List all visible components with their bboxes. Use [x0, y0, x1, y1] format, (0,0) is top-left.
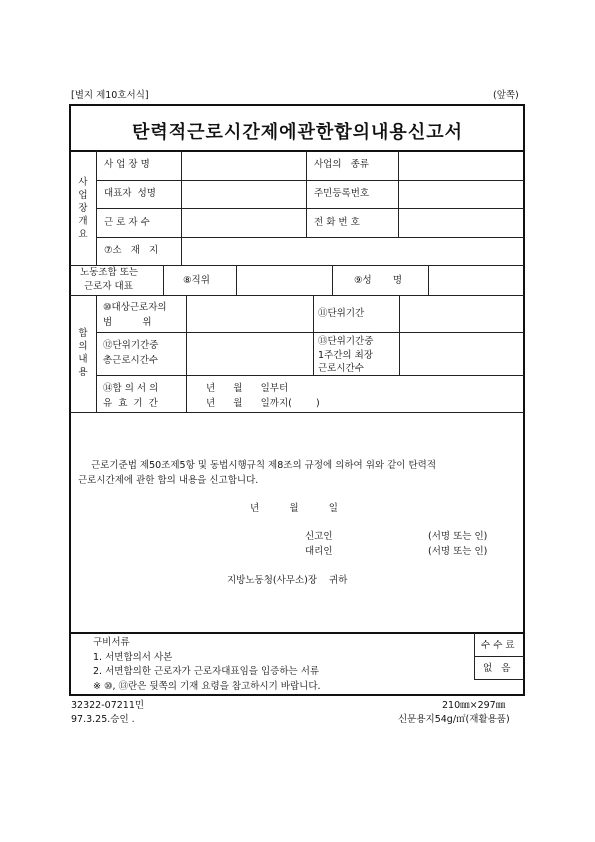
column-divider [181, 151, 182, 265]
row-divider [70, 295, 524, 296]
max-weekly-hours-label-line2: 1주간의 최장 [318, 350, 373, 361]
declaration-line2: 근로시간제에 관한 합의 내용을 신고합니다. [78, 475, 259, 486]
form-number: [별지 제10호서식] [71, 90, 149, 101]
row-divider [96, 332, 524, 333]
max-weekly-hours-label-line3: 근로시간수 [318, 363, 364, 374]
page-side-label: (앞쪽) [493, 90, 519, 101]
reporter-label: 신고인 [305, 531, 333, 542]
document-item-1: 1. 서면합의서 사본 [93, 652, 173, 663]
row-divider [96, 208, 524, 209]
unit-period-label: ⑪단위기간 [318, 308, 365, 319]
validity-from: 년 월 일부터 [206, 383, 289, 394]
row-divider [96, 237, 524, 238]
paper-type: 신문용지54g/㎡(재활용품) [398, 714, 510, 725]
documents-note: ※ ⑩, ⑬란은 뒷쪽의 기재 요령을 참고하시기 바랍니다. [93, 681, 321, 692]
business-name-label: 사 업 장 명 [104, 159, 150, 170]
name-label: ⑨성 명 [354, 275, 403, 286]
proxy-label: 대리인 [305, 546, 333, 557]
paper-size: 210㎜×297㎜ [442, 700, 506, 711]
row-divider [96, 180, 524, 181]
union-label-line1: 노동조합 또는 [80, 267, 139, 278]
total-hours-label-line2: 총근로시간수 [103, 355, 159, 366]
section-divider [96, 295, 97, 412]
row-divider [70, 412, 524, 413]
validity-to: 년 월 일까지( ) [206, 398, 320, 409]
business-type-label: 사업의 종류 [314, 159, 369, 170]
column-divider [306, 151, 307, 237]
worker-count-label: 근 로 자 수 [104, 217, 150, 228]
approval-date: 97.3.25.승인 . [71, 714, 135, 725]
documents-divider [70, 632, 524, 634]
fee-box-divider [474, 679, 524, 680]
column-divider [163, 265, 164, 295]
union-label-line2: 근로자 대표 [84, 281, 133, 292]
row-divider [96, 375, 524, 376]
declaration-date: 년 월 일 [250, 503, 338, 514]
column-divider [186, 295, 187, 412]
fee-label: 수 수 료 [481, 640, 515, 651]
column-divider [332, 265, 333, 295]
total-hours-label-line1: ⑫단위기간중 [103, 340, 159, 351]
row-divider [70, 265, 524, 266]
proxy-signature: (서명 또는 인) [428, 546, 488, 557]
workplace-section-label: 사업장개요 [78, 177, 88, 240]
address-label: ⑦소 재 지 [104, 245, 159, 256]
phone-label: 전 화 번 호 [314, 217, 360, 228]
agreement-section-label: 합의내용 [78, 328, 88, 378]
resident-number-label: 주민등록번호 [314, 188, 370, 199]
max-weekly-hours-label-line1: ⑬단위기간중 [318, 336, 374, 347]
validity-label-line1: ⑭합 의 서 의 [103, 383, 159, 394]
target-workers-label-line2: 범 위 [103, 317, 152, 328]
declaration-line1: 근로기준법 제50조제5항 및 동법시행규칙 제8조의 규정에 의하여 위와 같이 탄력적 [91, 460, 437, 471]
recipient: 지방노동청(사무소)장 귀하 [227, 575, 348, 586]
target-workers-label-line1: ⑩대상근로자의 [103, 302, 167, 313]
title-divider [70, 150, 524, 152]
fee-value: 없 음 [483, 663, 511, 674]
validity-label-line2: 유 효 기 간 [103, 398, 158, 409]
position-label: ⑧직위 [183, 275, 210, 286]
column-divider [236, 265, 237, 295]
column-divider [428, 265, 429, 295]
document-item-2: 2. 서면합의한 근로자가 근로자대표임을 입증하는 서류 [93, 666, 320, 677]
form-code: 32322-07211민 [71, 700, 145, 711]
form-title: 탄력적근로시간제에관한합의내용신고서 [132, 122, 463, 143]
column-divider [313, 295, 314, 375]
representative-name-label: 대표자 성명 [104, 188, 156, 199]
documents-title: 구비서류 [93, 637, 130, 648]
reporter-signature: (서명 또는 인) [428, 531, 488, 542]
column-divider [399, 295, 400, 375]
column-divider [398, 151, 399, 237]
fee-box-divider [474, 656, 524, 657]
